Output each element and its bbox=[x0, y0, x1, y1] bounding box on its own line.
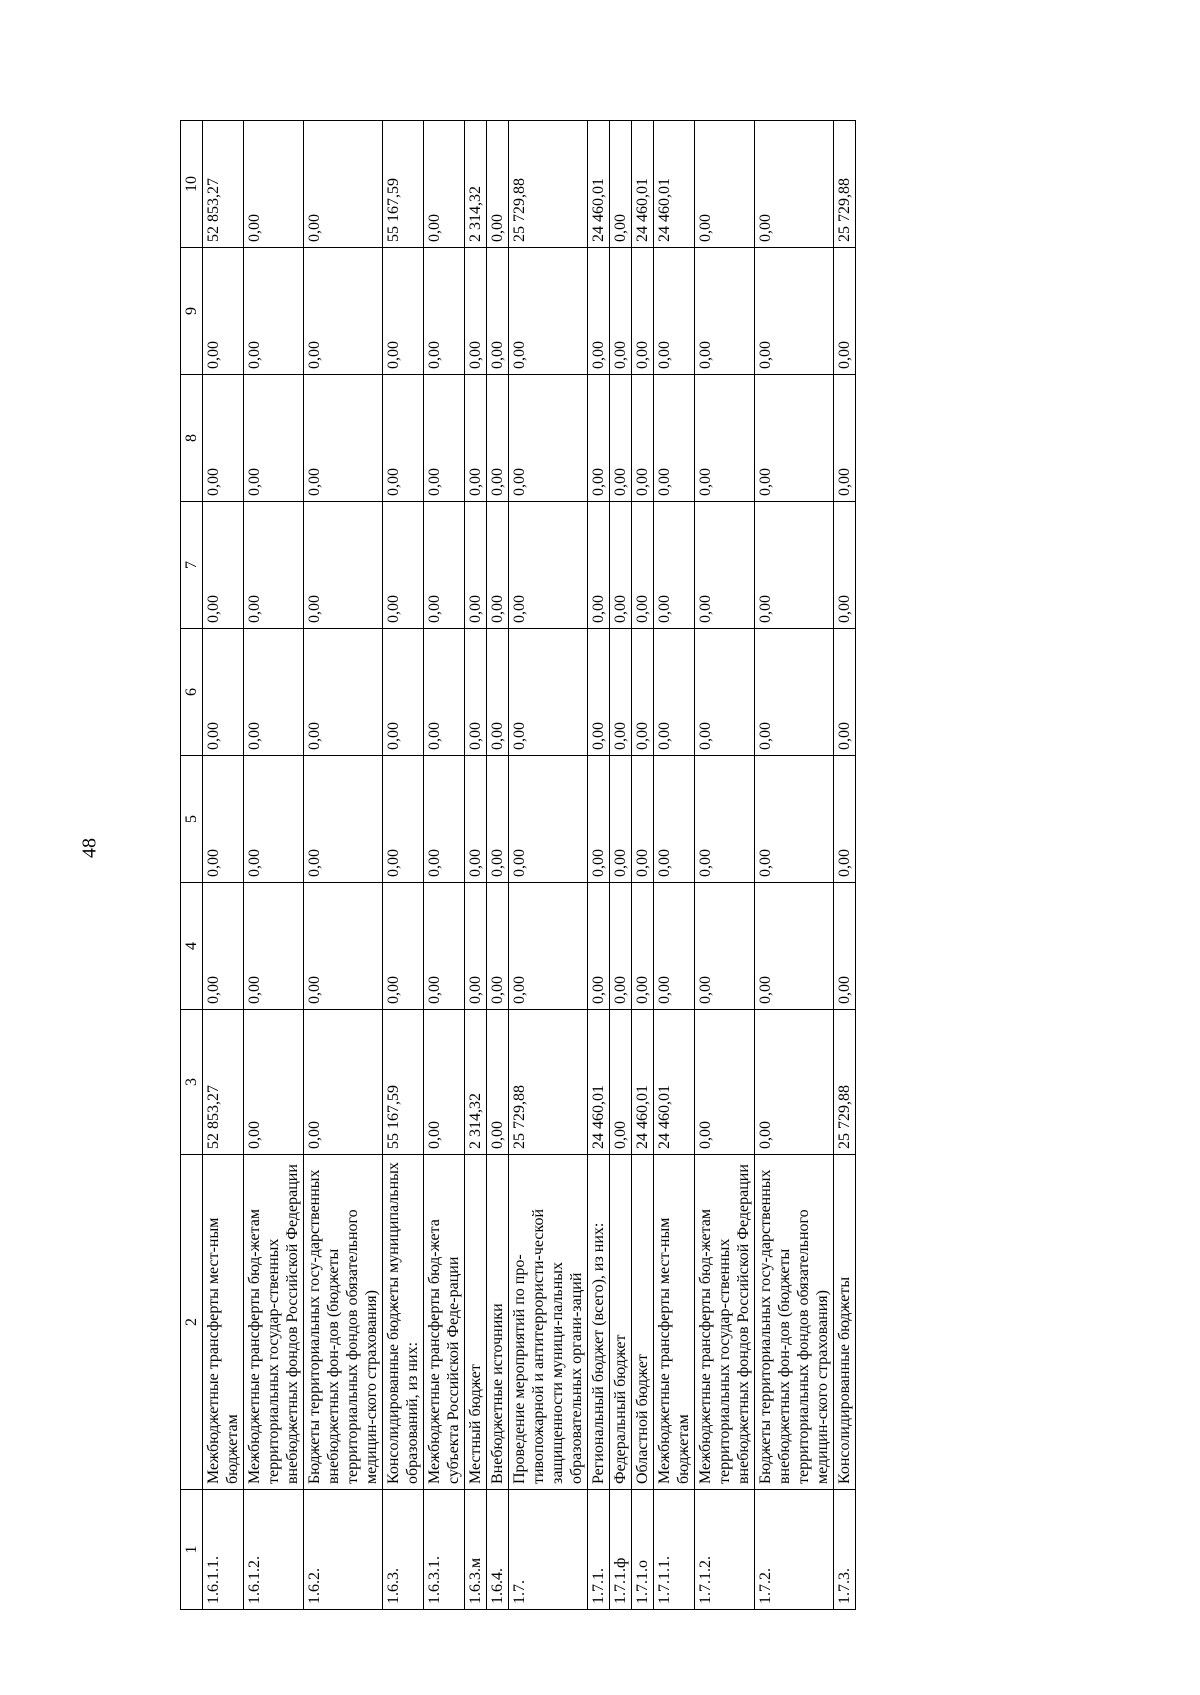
value-cell: 0,00 bbox=[383, 756, 424, 883]
value-cell: 55 167,59 bbox=[383, 121, 424, 248]
row-description: Областной бюджет bbox=[632, 1155, 654, 1490]
row-code: 1.6.3.м bbox=[465, 1490, 487, 1610]
value-cell: 0,00 bbox=[588, 502, 610, 629]
value-cell: 0,00 bbox=[695, 121, 755, 248]
row-description: Бюджеты территориальных госу-дарственных внебюджетных фон-дов (бюджеты территориальных фондов обязательного медицин-ского страхования) bbox=[304, 1155, 383, 1490]
column-header: 2 bbox=[181, 1155, 203, 1490]
row-code: 1.7.1.о bbox=[632, 1490, 654, 1610]
value-cell: 0,00 bbox=[465, 629, 487, 756]
value-cell: 0,00 bbox=[383, 883, 424, 1010]
column-header: 4 bbox=[181, 883, 203, 1010]
value-cell: 0,00 bbox=[755, 1010, 834, 1155]
value-cell: 0,00 bbox=[610, 502, 632, 629]
value-cell: 0,00 bbox=[487, 121, 509, 248]
value-cell: 0,00 bbox=[424, 502, 465, 629]
value-cell: 0,00 bbox=[610, 756, 632, 883]
value-cell: 0,00 bbox=[487, 375, 509, 502]
value-cell: 0,00 bbox=[632, 502, 654, 629]
value-cell: 0,00 bbox=[834, 629, 856, 756]
table-row bbox=[632, 121, 654, 1610]
row-description: Местный бюджет bbox=[465, 1155, 487, 1490]
value-cell: 0,00 bbox=[304, 883, 383, 1010]
value-cell: 0,00 bbox=[304, 502, 383, 629]
value-cell: 0,00 bbox=[509, 502, 588, 629]
row-code: 1.6.3.1. bbox=[424, 1490, 465, 1610]
value-cell: 24 460,01 bbox=[588, 1010, 610, 1155]
value-cell: 0,00 bbox=[424, 756, 465, 883]
value-cell: 0,00 bbox=[755, 883, 834, 1010]
value-cell: 0,00 bbox=[588, 375, 610, 502]
value-cell: 0,00 bbox=[755, 121, 834, 248]
value-cell: 0,00 bbox=[755, 629, 834, 756]
value-cell: 0,00 bbox=[304, 1010, 383, 1155]
table-row bbox=[610, 121, 632, 1610]
value-cell: 0,00 bbox=[465, 883, 487, 1010]
value-cell: 0,00 bbox=[424, 248, 465, 375]
value-cell: 0,00 bbox=[487, 502, 509, 629]
value-cell: 0,00 bbox=[465, 756, 487, 883]
value-cell: 0,00 bbox=[632, 375, 654, 502]
row-description: Межбюджетные трансферты бюд-жетам территориальных государ-ственных внебюджетных фондов Российской Федерации bbox=[244, 1155, 304, 1490]
value-cell: 0,00 bbox=[465, 248, 487, 375]
value-cell: 0,00 bbox=[465, 502, 487, 629]
value-cell: 0,00 bbox=[755, 248, 834, 375]
value-cell: 0,00 bbox=[755, 502, 834, 629]
value-cell: 0,00 bbox=[383, 629, 424, 756]
value-cell: 0,00 bbox=[695, 883, 755, 1010]
value-cell: 0,00 bbox=[695, 248, 755, 375]
value-cell: 0,00 bbox=[632, 756, 654, 883]
value-cell: 0,00 bbox=[244, 502, 304, 629]
value-cell: 0,00 bbox=[695, 375, 755, 502]
value-cell: 0,00 bbox=[244, 1010, 304, 1155]
value-cell: 24 460,01 bbox=[654, 121, 695, 248]
value-cell: 0,00 bbox=[610, 375, 632, 502]
value-cell: 0,00 bbox=[632, 248, 654, 375]
table-row bbox=[834, 121, 856, 1610]
value-cell: 0,00 bbox=[610, 248, 632, 375]
value-cell: 0,00 bbox=[424, 375, 465, 502]
value-cell: 0,00 bbox=[383, 502, 424, 629]
value-cell: 0,00 bbox=[465, 375, 487, 502]
value-cell: 25 729,88 bbox=[509, 121, 588, 248]
value-cell: 0,00 bbox=[610, 121, 632, 248]
page-number: 48 bbox=[78, 838, 101, 858]
value-cell: 25 729,88 bbox=[509, 1010, 588, 1155]
table-row bbox=[509, 121, 588, 1610]
row-description: Консолидированные бюджеты bbox=[834, 1155, 856, 1490]
table-row bbox=[588, 121, 610, 1610]
row-description: Межбюджетные трансферты бюд-жета субъекта Российской Феде-рации bbox=[424, 1155, 465, 1490]
value-cell: 0,00 bbox=[304, 375, 383, 502]
value-cell: 0,00 bbox=[383, 375, 424, 502]
value-cell: 0,00 bbox=[695, 1010, 755, 1155]
column-header: 8 bbox=[181, 375, 203, 502]
value-cell: 0,00 bbox=[424, 1010, 465, 1155]
row-description: Внебюджетные источники bbox=[487, 1155, 509, 1490]
row-code: 1.7.1.1. bbox=[654, 1490, 695, 1610]
value-cell: 0,00 bbox=[695, 502, 755, 629]
value-cell: 0,00 bbox=[755, 375, 834, 502]
value-cell: 0,00 bbox=[654, 756, 695, 883]
value-cell: 0,00 bbox=[654, 629, 695, 756]
row-description: Федеральный бюджет bbox=[610, 1155, 632, 1490]
column-header: 9 bbox=[181, 248, 203, 375]
row-code: 1.6.3. bbox=[383, 1490, 424, 1610]
value-cell: 0,00 bbox=[834, 248, 856, 375]
value-cell: 0,00 bbox=[509, 375, 588, 502]
row-code: 1.7.1. bbox=[588, 1490, 610, 1610]
value-cell: 0,00 bbox=[654, 883, 695, 1010]
table-row bbox=[203, 121, 244, 1610]
value-cell: 0,00 bbox=[304, 121, 383, 248]
value-cell: 0,00 bbox=[610, 1010, 632, 1155]
column-header: 7 bbox=[181, 502, 203, 629]
value-cell: 0,00 bbox=[588, 756, 610, 883]
table-body bbox=[203, 121, 856, 1610]
value-cell: 0,00 bbox=[509, 883, 588, 1010]
value-cell: 0,00 bbox=[424, 121, 465, 248]
value-cell: 24 460,01 bbox=[632, 1010, 654, 1155]
table-row bbox=[465, 121, 487, 1610]
budget-table bbox=[180, 120, 856, 1610]
value-cell: 0,00 bbox=[632, 883, 654, 1010]
table-row bbox=[244, 121, 304, 1610]
value-cell: 0,00 bbox=[654, 375, 695, 502]
value-cell: 0,00 bbox=[304, 629, 383, 756]
value-cell: 0,00 bbox=[610, 629, 632, 756]
value-cell: 0,00 bbox=[244, 248, 304, 375]
value-cell: 0,00 bbox=[203, 375, 244, 502]
value-cell: 0,00 bbox=[509, 248, 588, 375]
row-description: Региональный бюджет (всего), из них: bbox=[588, 1155, 610, 1490]
value-cell: 0,00 bbox=[654, 248, 695, 375]
row-description: Межбюджетные трансферты мест-ным бюджетам bbox=[203, 1155, 244, 1490]
value-cell: 2 314,32 bbox=[465, 1010, 487, 1155]
row-code: 1.6.1.2. bbox=[244, 1490, 304, 1610]
value-cell: 25 729,88 bbox=[834, 121, 856, 248]
row-description: Межбюджетные трансферты бюд-жетам территориальных государ-ственных внебюджетных фондов Российской Федерации bbox=[695, 1155, 755, 1490]
value-cell: 25 729,88 bbox=[834, 1010, 856, 1155]
value-cell: 0,00 bbox=[487, 629, 509, 756]
row-code: 1.7.3. bbox=[834, 1490, 856, 1610]
value-cell: 0,00 bbox=[424, 629, 465, 756]
value-cell: 0,00 bbox=[610, 883, 632, 1010]
row-description: Проведение мероприятий по про-тивопожарной и антитеррористи-ческой защищенности муници-пальных образовательных органи-заций bbox=[509, 1155, 588, 1490]
value-cell: 0,00 bbox=[304, 248, 383, 375]
value-cell: 0,00 bbox=[487, 248, 509, 375]
value-cell: 0,00 bbox=[834, 502, 856, 629]
value-cell: 0,00 bbox=[244, 883, 304, 1010]
value-cell: 0,00 bbox=[244, 629, 304, 756]
table-row bbox=[304, 121, 383, 1610]
value-cell: 0,00 bbox=[755, 756, 834, 883]
value-cell: 0,00 bbox=[588, 248, 610, 375]
value-cell: 0,00 bbox=[244, 756, 304, 883]
value-cell: 0,00 bbox=[203, 629, 244, 756]
value-cell: 24 460,01 bbox=[588, 121, 610, 248]
table-row bbox=[654, 121, 695, 1610]
table-row bbox=[755, 121, 834, 1610]
value-cell: 0,00 bbox=[834, 756, 856, 883]
value-cell: 0,00 bbox=[509, 756, 588, 883]
value-cell: 0,00 bbox=[244, 375, 304, 502]
row-code: 1.6.2. bbox=[304, 1490, 383, 1610]
column-header: 10 bbox=[181, 121, 203, 248]
column-header: 5 bbox=[181, 756, 203, 883]
row-code: 1.6.1.1. bbox=[203, 1490, 244, 1610]
value-cell: 0,00 bbox=[487, 756, 509, 883]
column-header: 1 bbox=[181, 1490, 203, 1610]
value-cell: 0,00 bbox=[383, 248, 424, 375]
row-code: 1.7. bbox=[509, 1490, 588, 1610]
value-cell: 0,00 bbox=[588, 883, 610, 1010]
value-cell: 0,00 bbox=[654, 502, 695, 629]
row-code: 1.7.1.2. bbox=[695, 1490, 755, 1610]
value-cell: 0,00 bbox=[834, 883, 856, 1010]
value-cell: 24 460,01 bbox=[654, 1010, 695, 1155]
value-cell: 52 853,27 bbox=[203, 1010, 244, 1155]
value-cell: 0,00 bbox=[304, 756, 383, 883]
value-cell: 0,00 bbox=[244, 121, 304, 248]
value-cell: 0,00 bbox=[509, 629, 588, 756]
value-cell: 2 314,32 bbox=[465, 121, 487, 248]
value-cell: 0,00 bbox=[695, 756, 755, 883]
header-row bbox=[181, 121, 203, 1610]
rotated-page bbox=[180, 120, 1040, 1610]
value-cell: 0,00 bbox=[632, 629, 654, 756]
value-cell: 24 460,01 bbox=[632, 121, 654, 248]
value-cell: 52 853,27 bbox=[203, 121, 244, 248]
value-cell: 0,00 bbox=[834, 375, 856, 502]
table-row bbox=[424, 121, 465, 1610]
row-description: Бюджеты территориальных госу-дарственных внебюджетных фон-дов (бюджеты территориальных фондов обязательного медицин-ского страхования) bbox=[755, 1155, 834, 1490]
table-row bbox=[383, 121, 424, 1610]
value-cell: 0,00 bbox=[588, 629, 610, 756]
value-cell: 0,00 bbox=[424, 883, 465, 1010]
column-header: 3 bbox=[181, 1010, 203, 1155]
table-row bbox=[487, 121, 509, 1610]
row-description: Межбюджетные трансферты мест-ным бюджетам bbox=[654, 1155, 695, 1490]
row-code: 1.7.2. bbox=[755, 1490, 834, 1610]
value-cell: 0,00 bbox=[203, 502, 244, 629]
column-header: 6 bbox=[181, 629, 203, 756]
row-description: Консолидированные бюджеты муниципальных образований, из них: bbox=[383, 1155, 424, 1490]
row-code: 1.7.1.ф bbox=[610, 1490, 632, 1610]
value-cell: 0,00 bbox=[203, 248, 244, 375]
value-cell: 0,00 bbox=[487, 1010, 509, 1155]
value-cell: 0,00 bbox=[203, 756, 244, 883]
value-cell: 0,00 bbox=[695, 629, 755, 756]
value-cell: 0,00 bbox=[203, 883, 244, 1010]
value-cell: 0,00 bbox=[487, 883, 509, 1010]
value-cell: 55 167,59 bbox=[383, 1010, 424, 1155]
table-row bbox=[695, 121, 755, 1610]
row-code: 1.6.4. bbox=[487, 1490, 509, 1610]
